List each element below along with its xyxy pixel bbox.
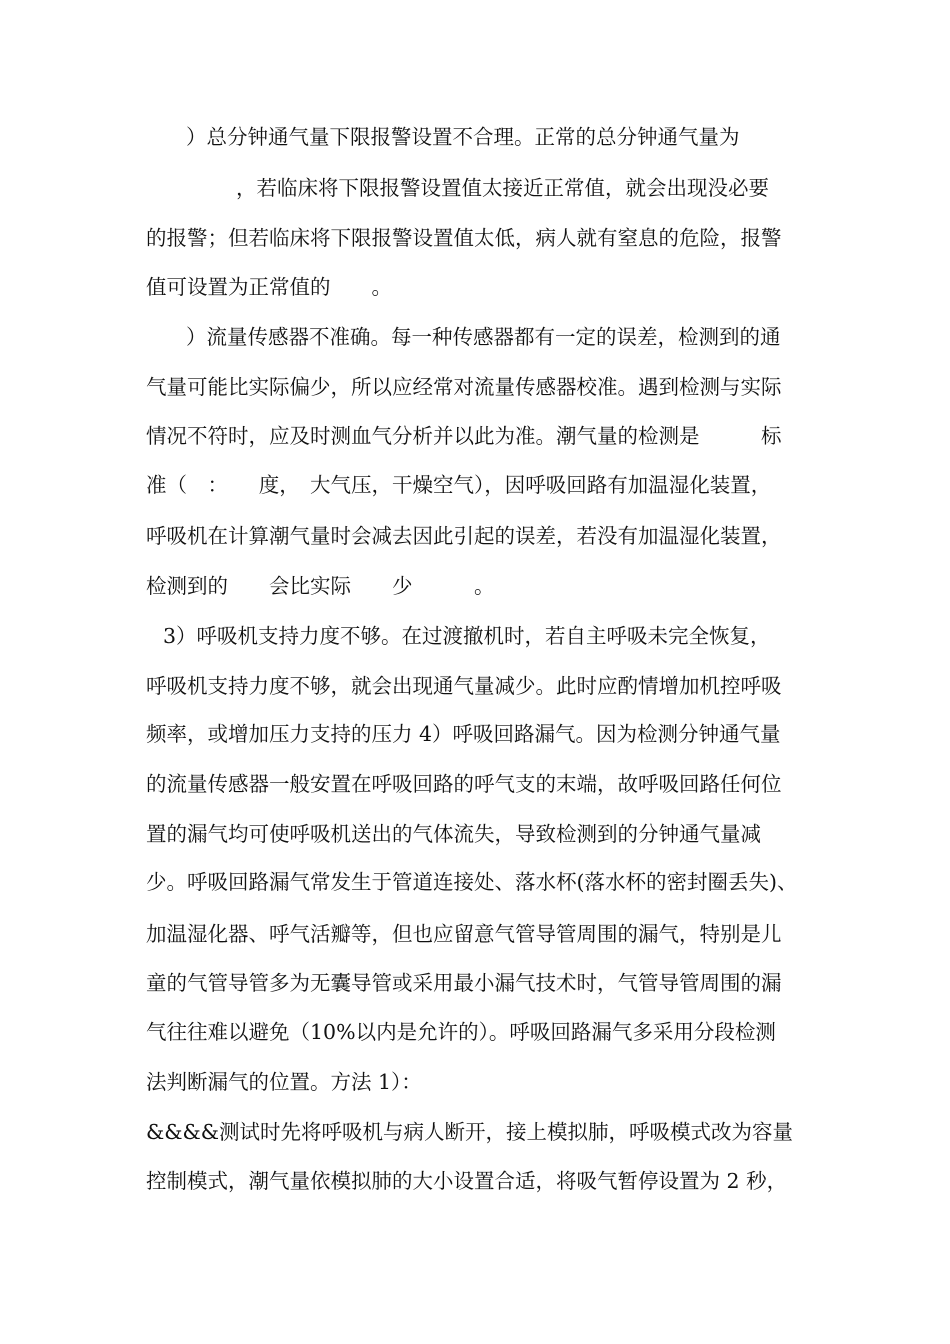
text-line-6: 气量可能比实际偏少，所以应经常对流量传感器校准。遇到检测与实际 bbox=[146, 375, 782, 399]
text-line-20: 法判断漏气的位置。方法 1）： bbox=[146, 1070, 422, 1094]
text-line-17: 加温湿化器、呼气活瓣等，但也应留意气管导管周围的漏气，特别是儿 bbox=[146, 922, 782, 946]
text-line-9: 呼吸机在计算潮气量时会减去因此引起的误差，若没有加温湿化装置， bbox=[146, 524, 782, 548]
text-line-8: 准（ ： 度， 大气压，干燥空气），因呼吸回路有加温湿化装置， bbox=[146, 473, 772, 497]
text-line-4: 值可设置为正常值的 。 bbox=[146, 275, 392, 299]
text-line-2: ，若临床将下限报警设置值太接近正常值，就会出现没必要 bbox=[236, 176, 769, 200]
text-line-7: 情况不符时，应及时测血气分析并以此为准。潮气量的检测是 标 bbox=[146, 424, 782, 448]
text-line-18: 童的气管导管多为无囊导管或采用最小漏气技术时，气管导管周围的漏 bbox=[146, 971, 782, 995]
text-line-1: ）总分钟通气量下限报警设置不合理。正常的总分钟通气量为 bbox=[186, 125, 740, 149]
text-line-16: 少。呼吸回路漏气常发生于管道连接处、落水杯(落水杯的密封圈丢失)、 bbox=[146, 870, 798, 894]
text-line-5: ）流量传感器不准确。每一种传感器都有一定的误差，检测到的通 bbox=[186, 325, 781, 349]
text-line-14: 的流量传感器一般安置在呼吸回路的呼气支的末端，故呼吸回路任何位 bbox=[146, 772, 782, 796]
text-line-22: 控制模式，潮气量依模拟肺的大小设置合适，将吸气暂停设置为 2 秒， bbox=[146, 1169, 788, 1193]
text-line-11: 3）呼吸机支持力度不够。在过渡撤机时，若自主呼吸未完全恢复， bbox=[163, 624, 771, 648]
text-line-15: 置的漏气均可使呼吸机送出的气体流失，导致检测到的分钟通气量减 bbox=[146, 822, 761, 846]
text-line-13: 频率，或增加压力支持的压力 4）呼吸回路漏气。因为检测分钟通气量 bbox=[146, 722, 781, 746]
text-line-10: 检测到的 会比实际 少 。 bbox=[146, 574, 495, 598]
text-line-12: 呼吸机支持力度不够，就会出现通气量减少。此时应酌情增加机控呼吸 bbox=[146, 674, 782, 698]
text-line-21: &&&&测试时先将呼吸机与病人断开，接上模拟肺，呼吸模式改为容量 bbox=[146, 1120, 793, 1144]
text-line-19: 气往往难以避免（10%以内是允许的）。呼吸回路漏气多采用分段检测 bbox=[146, 1020, 776, 1044]
text-line-3: 的报警；但若临床将下限报警设置值太低，病人就有窒息的危险，报警 bbox=[146, 226, 782, 250]
